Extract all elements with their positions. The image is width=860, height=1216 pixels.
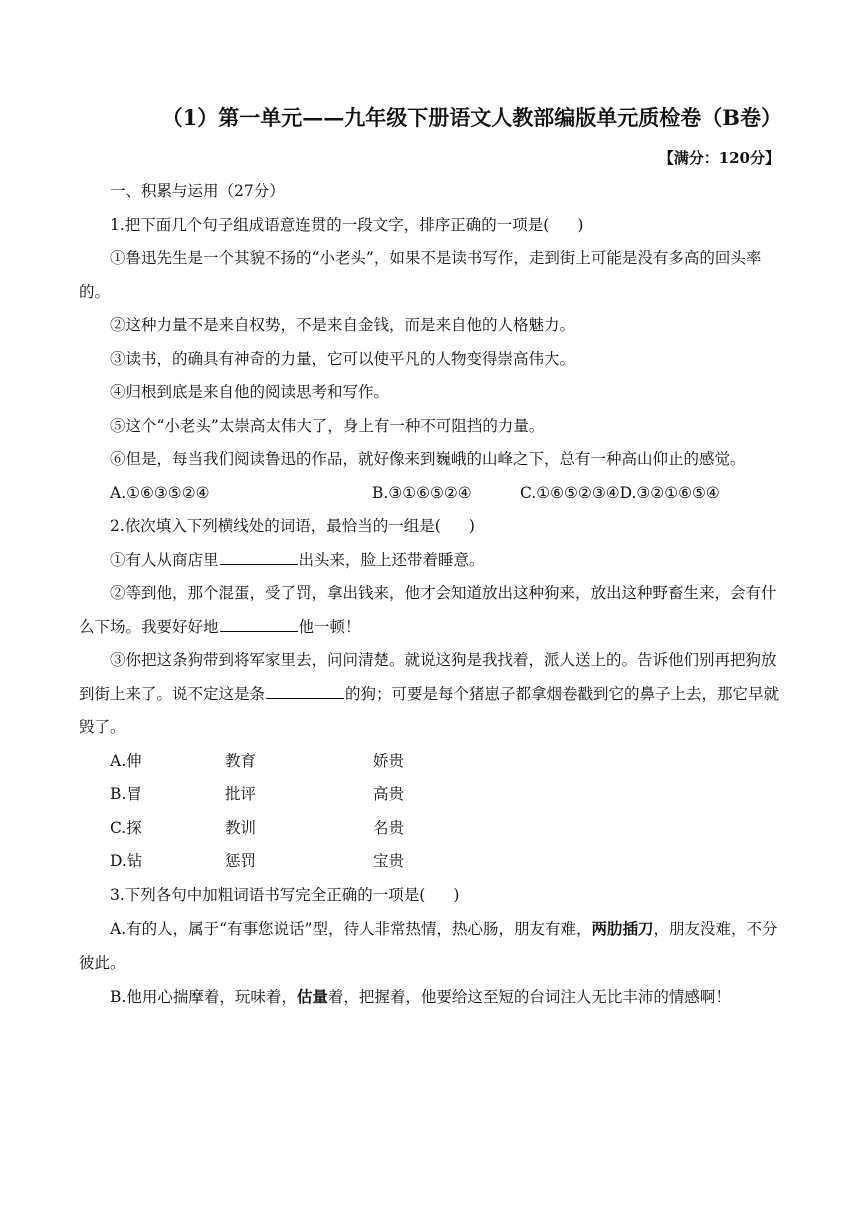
fill-blank (266, 680, 344, 698)
q2-option-row (79, 745, 783, 779)
q3-b-text: B.他用心揣摩着，玩味着， (110, 988, 297, 1006)
q2-option-word: 惩罚 (225, 852, 257, 870)
q1-option-a: A.①⑥③⑤②④ (110, 483, 210, 502)
q2-option-word: C.探 (110, 818, 142, 837)
q2-s2-before: ②等到他，那个混蛋，受了罚，拿出钱来，他才会知道放出这种狗来，放出这种野畜生来，会有什么下场。我要好好地 (79, 584, 777, 636)
q1-option-b: B.③①⑥⑤②④ (372, 483, 472, 502)
question-2-stem (79, 510, 783, 544)
question-1-paren: ) (577, 215, 584, 234)
q1-sentence-2: ②这种力量不是来自权势，不是来自金钱，而是来自他的人格魅力。 (110, 316, 576, 334)
q2-option-word: D.钻 (110, 852, 143, 870)
q3-a-text-end: ，朋友没难，不分彼此。 (79, 920, 778, 972)
q1-sentence-3: ③读书，的确具有神奇的力量，它可以使平凡的人物变得崇高伟大。 (110, 349, 576, 368)
exam-content (79, 175, 783, 1015)
q2-option-row (79, 778, 783, 812)
q1-options (79, 477, 783, 511)
q2-option-word: 娇贵 (373, 751, 405, 770)
q3-a-bold-word: 两肋插刀 (591, 919, 654, 938)
q3-option-b (79, 980, 783, 1015)
q1-sentence-1: ①鲁迅先生是一个其貌不扬的“小老头”，如果不是读书写作，走到街上可能是没有多高的回头率的。 (79, 249, 762, 301)
q2-s1-before: ①有人从商店里 (110, 550, 219, 569)
page-title: （1）第一单元——九年级下册语文人教部编版单元质检卷（B卷） (161, 105, 782, 130)
q2-option-row (79, 812, 783, 846)
question-2-text: 2.依次填入下列横线处的词语，最恰当的一组是( (110, 517, 441, 535)
q2-sentence-2 (79, 577, 783, 644)
fill-blank (220, 613, 298, 631)
q1-sentence-6: ⑥但是，每当我们阅读鲁迅的作品，就好像来到巍峨的山峰之下，总有一种高山仰止的感觉。 (110, 450, 746, 468)
q2-sentence-1 (79, 544, 783, 578)
q3-a-text: A.有的人，属于“有事您说话”型，待人非常热情，热心肠，朋友有难， (110, 920, 592, 938)
q2-sentence-3 (79, 644, 783, 745)
q2-option-word: 高贵 (373, 785, 405, 803)
full-score-label: 【满分：120分】 (658, 149, 780, 167)
question-1-text: 1.把下面几个句子组成语意连贯的一段文字，排序正确的一项是( (110, 215, 550, 234)
question-1-stem (79, 209, 783, 243)
q3-option-a (79, 912, 783, 980)
question-2-paren: ) (468, 517, 475, 535)
q2-s1-after: 出头来，脸上还带着睡意。 (298, 550, 485, 569)
q2-s3-before: ③你把这条狗带到将军家里去，问问清楚。就说这狗是我找着，派人送上的。告诉他们别再把狗放到街上来了。说不定这是条 (79, 651, 777, 703)
q2-option-word: 批评 (225, 785, 257, 803)
question-3-stem (79, 879, 783, 913)
q2-s2-after: 他一顿！ (298, 617, 361, 636)
question-3-paren: ) (453, 885, 460, 904)
q1-sentence-4: ④归根到底是来自他的阅读思考和写作。 (110, 383, 390, 401)
q2-option-word: 教训 (225, 818, 257, 837)
section-heading: 一、积累与运用（27分） (110, 182, 285, 200)
q2-option-row (79, 845, 783, 879)
q2-option-word: 教育 (225, 751, 257, 770)
q1-option-cd: C.①⑥⑤②③④D.③②①⑥⑤④ (520, 483, 720, 502)
q3-b-bold-word: 估量 (296, 987, 328, 1006)
question-3-text: 3.下列各句中加粗词语书写完全正确的一项是( (110, 885, 426, 904)
q2-option-word: B.冒 (110, 785, 142, 803)
q2-s3-after: 的狗；可要是每个猪崽子都拿烟卷戳到它的鼻子上去，那它早就毁了。 (79, 684, 780, 736)
q2-option-word: A.伸 (110, 751, 142, 770)
q1-sentence-5: ⑤这个“小老头”太崇高太伟大了，身上有一种不可阻挡的力量。 (110, 416, 545, 435)
q2-option-word: 名贵 (373, 818, 405, 837)
q2-option-word: 宝贵 (373, 852, 405, 870)
q3-b-text-end: 着，把握着，他要给这至短的台词注人无比丰沛的情感啊！ (327, 988, 731, 1006)
fill-blank (220, 546, 298, 564)
